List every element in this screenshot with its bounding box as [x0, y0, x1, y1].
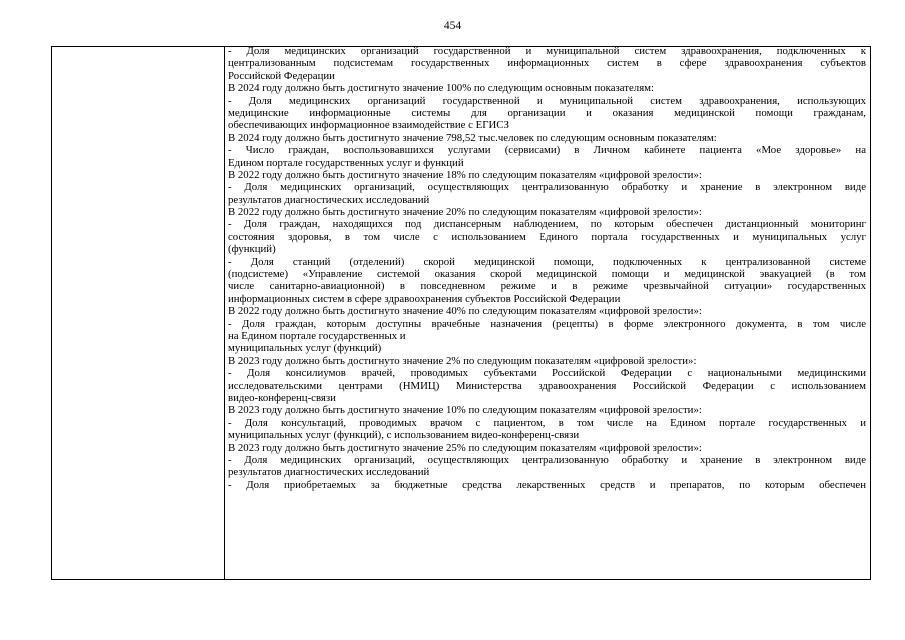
text-line: видео-конференц-связи	[228, 391, 336, 404]
text-line: централизованным подсистемам государственных информационных систем в сфере здравоохранения субъектов	[228, 57, 866, 70]
text-line: на Едином портале государственных и	[228, 329, 406, 342]
text-line: (подсистеме) «Управление системой оказания скорой медицинской помощи и медицинской эвакуацией (в том	[228, 268, 866, 281]
text-line: Российской Федерации	[228, 69, 335, 82]
text-line: - Доля консилиумов врачей, проводимых субъектами Российской Федерации с национальными медицинскими	[228, 367, 866, 380]
table-left-column	[51, 46, 225, 580]
text-line: исследовательскими центрами (НМИЦ) Министерства здравоохранения Российской Федерации с использованием	[228, 379, 866, 392]
text-line: (функций)	[228, 243, 276, 256]
text-line: - Доля станций (отделений) скорой медицинской помощи, подключенных к централизованной системе	[228, 255, 866, 268]
text-line: - Доля консультаций, проводимых врачом с пациентом, в том числе на Едином портале государственных и	[228, 416, 866, 429]
text-line: В 2022 году должно быть достигнуто значение 18% по следующим показателям «цифровой зрелости»:	[228, 168, 702, 181]
text-line: информационных систем в сфере здравоохранения субъектов Российской Федерации	[228, 292, 621, 305]
text-line: результатов диагностических исследований	[228, 466, 430, 479]
text-line: - Доля граждан, которым доступны врачебные назначения (рецепты) в форме электронного документа, в том числе	[228, 317, 866, 330]
text-line: В 2023 году должно быть достигнуто значение 2% по следующим показателям «цифровой зрелости»:	[228, 354, 697, 367]
text-line: В 2022 году должно быть достигнуто значение 20% по следующим показателям «цифровой зрелости»:	[228, 206, 702, 219]
text-line: - Доля медицинских организаций, осуществляющих централизованную обработку и хранение в электронном виде	[228, 453, 866, 466]
text-line: муниципальных услуг (функций)	[228, 342, 382, 355]
page-number: 454	[443, 20, 462, 32]
text-line: В 2023 году должно быть достигнуто значение 25% по следующим показателям «цифровой зрелости»:	[228, 441, 702, 454]
text-line: результатов диагностических исследований	[228, 193, 430, 206]
text-line: В 2023 году должно быть достигнуто значение 10% по следующим показателям «цифровой зрелости»:	[228, 404, 702, 417]
text-line: медицинские информационные системы для организации и оказания медицинской помощи гражданам,	[228, 106, 866, 119]
text-line: В 2024 году должно быть достигнуто значение 100% по следующим основным показателям:	[228, 82, 654, 95]
table-text-cell	[228, 45, 866, 491]
text-line: - Доля медицинских организаций государственной и муниципальной систем здравоохранения, использующих	[228, 94, 866, 107]
text-line: - Доля медицинских организаций, осуществляющих централизованную обработку и хранение в электронном виде	[228, 181, 866, 194]
text-line: Едином портале государственных услуг и функций	[228, 156, 464, 169]
text-line: числе санитарно-авиационной) в повседневном режиме и в режиме чрезвычайной ситуации» государственных	[228, 280, 866, 293]
text-line: состояния здоровья, в том числе с использованием Единого портала государственных и муниципальных услуг	[228, 230, 866, 243]
text-line: - Число граждан, воспользовавшихся услугами (сервисами) в Личном кабинете пациента «Мое здоровье» на	[228, 144, 866, 157]
text-line: В 2022 году должно быть достигнуто значение 40% по следующим показателям «цифровой зрелости»:	[228, 305, 702, 318]
text-line: В 2024 году должно быть достигнуто значение 798,52 тыс.человек по следующим основным показателям:	[228, 131, 717, 144]
text-line: обеспечивающих информационное взаимодействие с ЕГИСЗ	[228, 119, 509, 132]
text-line: муниципальных услуг (функций), с использованием видео-конференц-связи	[228, 429, 580, 442]
text-line: - Доля граждан, находящихся под диспансерным наблюдением, по которым обеспечен дистанционный мониторинг	[228, 218, 866, 231]
text-line: - Доля медицинских организаций государственной и муниципальной систем здравоохранения, подключенных к	[228, 45, 866, 57]
text-line: - Доля приобретаемых за бюджетные средства лекарственных средств и препаратов, по которым обеспечен	[228, 478, 866, 491]
